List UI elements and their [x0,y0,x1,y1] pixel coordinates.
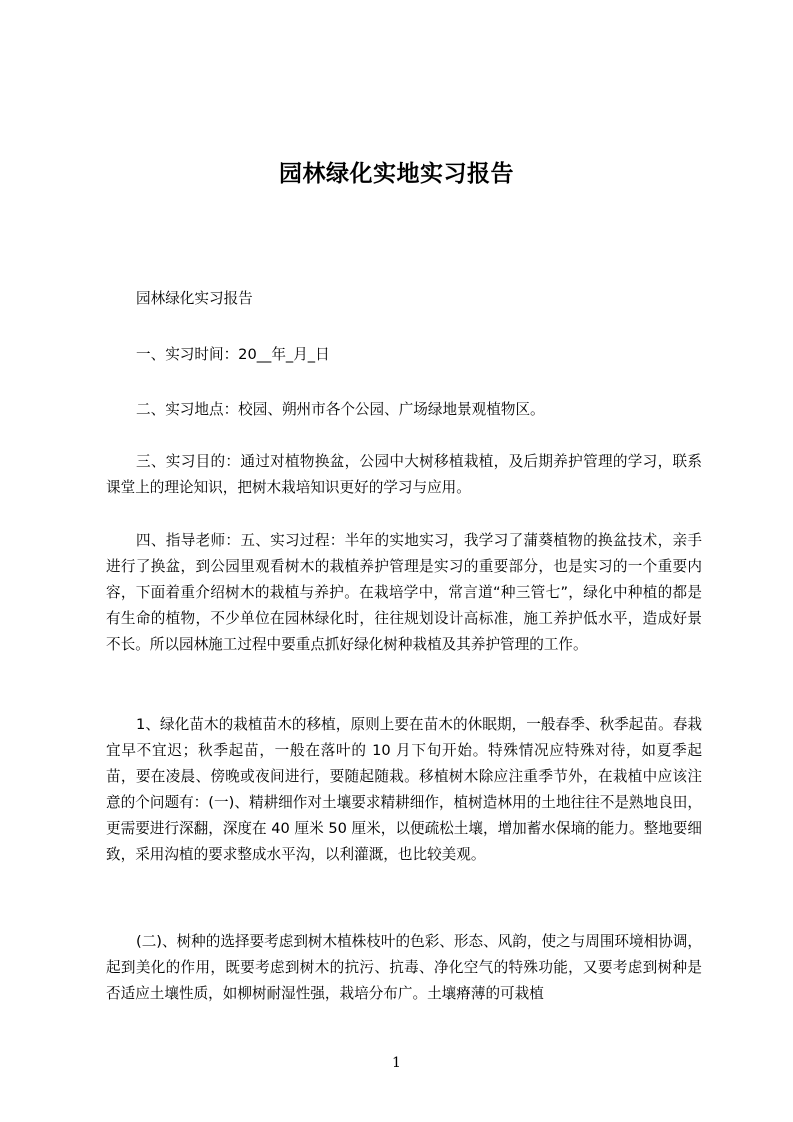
internship-place: 二、实习地点：校园、朔州市各个公园、广场绿地景观植物区。 [136,401,545,418]
internship-time: 一、实习时间：20__年_月_日 [136,346,330,363]
seedling-planting-paragraph: 1、绿化苗木的栽植苗木的移植，原则上要在苗木的休眠期，一般春季、秋季起苗。春栽宜早不宜迟；秋季起苗，一般在落叶的 10 月下旬开始。特殊情况应特殊对待，如夏季起苗，要在凌晨、傍晚或夜间进行，要随起随栽。移植树木除应注重季节外，在栽植中应该注意的个问题有：(一)、精耕细作对土壤要求精耕细作，植树造林用的土地往往不是熟地良田，更需要进行深翻，深度在 40 厘米 50 厘米，以便疏松土壤，增加蓄水保墒的能力。整地要细致，采用沟植的要求整成水平沟，以利灌溉，也比较美观。 [106,716,702,863]
page-number: 1 [392,1055,401,1071]
report-subtitle: 园林绿化实习报告 [136,290,253,307]
internship-purpose: 三、实习目的：通过对植物换盆，公园中大树移植栽植，及后期养护管理的学习，联系课堂上的理论知识，把树木栽培知识更好的学习与应用。 [106,453,702,496]
page-title: 园林绿化实地实习报告 [279,161,514,188]
teacher-and-process-paragraph: 四、指导老师：五、实习过程：半年的实地实习，我学习了蒲葵植物的换盆技术，亲手进行了换盆，到公园里观看树木的栽植养护管理是实习的重要部分，也是实习的一个重要内容，下面着重介绍树木的栽植与养护。在栽培学中，常言道“种三管七”，绿化中种植的都是有生命的植物，不少单位在园林绿化时，往往规划设计高标准，施工养护低水平，造成好景不长。所以园林施工过程中要重点抓好绿化树种栽植及其养护管理的工作。 [106,532,702,653]
species-selection-paragraph: (二)、树种的选择要考虑到树木植株枝叶的色彩、形态、风韵，使之与周围环境相协调，起到美化的作用，既要考虑到树木的抗污、抗毒、净化空气的特殊功能，又要考虑到树种是否适应土壤性质，如柳树耐湿性强，栽培分布广。土壤瘠薄的可栽植 [106,933,702,1002]
